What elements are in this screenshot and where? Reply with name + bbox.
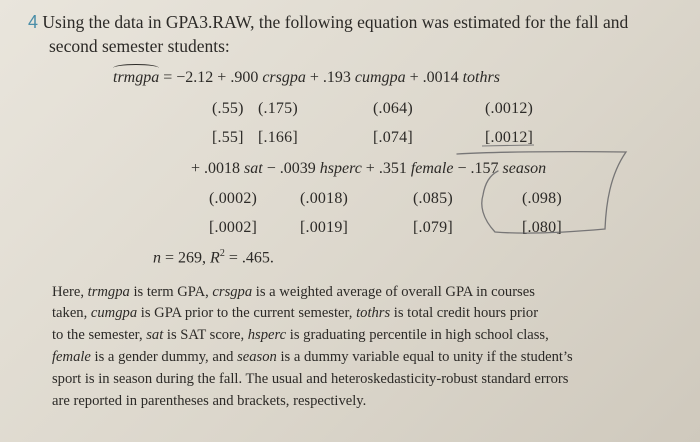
explanation-line-5: sport is in season during the fall. The usual and heteroskedasticity-robust standard errors <box>52 371 569 387</box>
se-row1-3: (.064) <box>373 100 413 117</box>
problem-text-1: Using the data in GPA3.RAW, the following equation was estimated for the fall and <box>42 12 629 32</box>
se-row2-2: (.0018) <box>300 190 349 207</box>
rse-row2-4: [.080] <box>522 219 562 236</box>
problem-number: 4 <box>28 12 39 32</box>
se-row2-3: (.085) <box>413 190 453 207</box>
equation-lhs: trmgpa <box>113 69 160 86</box>
se-row2-4: (.098) <box>522 190 562 207</box>
rse-row2-1: [.0002] <box>209 219 258 236</box>
rse-row1-1: [.55] <box>212 129 244 146</box>
explanation-line-1: Here, trmgpa is term GPA, crsgpa is a weighted average of overall GPA in courses <box>52 284 535 300</box>
se-row2-1: (.0002) <box>209 190 258 207</box>
se-row1-2: (.175) <box>258 100 298 117</box>
explanation-line-6: are reported in parentheses and brackets, respectively. <box>52 393 367 409</box>
equation-row-1: trmgpa = −2.12 + .900 crsgpa + .193 cumgpa + .0014 tothrs <box>113 69 500 86</box>
se-row1-4: (.0012) <box>485 100 534 117</box>
problem-line-1 <box>28 13 628 32</box>
equation-row-2: + .0018 sat − .0039 hsperc + .351 female − .157 season <box>191 160 547 177</box>
rse-row1-3: [.074] <box>373 129 413 146</box>
rse-row1-2: [.166] <box>258 129 298 146</box>
problem-line-2: second semester students: <box>49 36 230 56</box>
explanation-line-4: female is a gender dummy, and season is a dummy variable equal to unity if the student’s <box>52 349 573 365</box>
se-row1-1: (.55) <box>212 100 244 117</box>
explanation-line-3: to the semester, sat is SAT score, hsperc is graduating percentile in high school class, <box>52 327 549 343</box>
rse-row2-2: [.0019] <box>300 219 349 236</box>
rse-row2-3: [.079] <box>413 219 453 236</box>
explanation-line-2: taken, cumgpa is GPA prior to the current semester, tothrs is total credit hours prior <box>52 305 539 321</box>
regression-stats: n = 269, $R^2 = .465$. <box>153 248 274 267</box>
rse-row1-4: [.0012] <box>485 129 534 146</box>
